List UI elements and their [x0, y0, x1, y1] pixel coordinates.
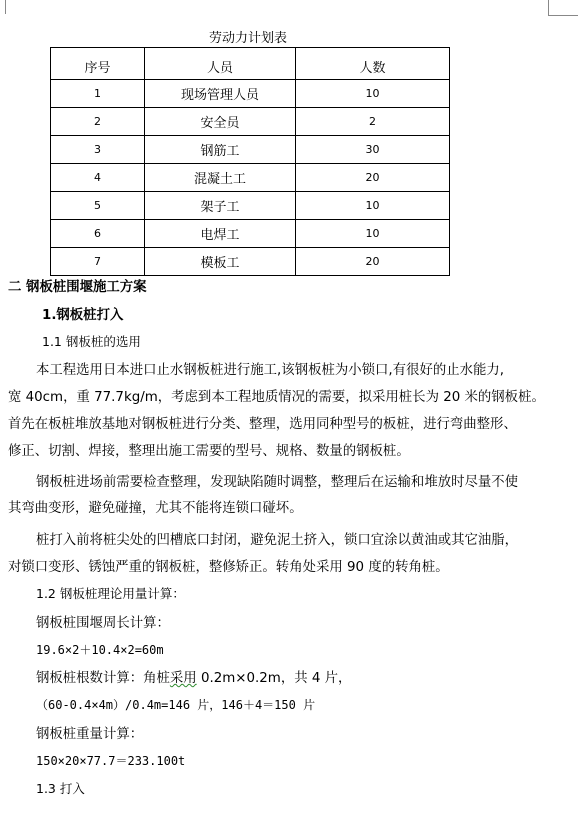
- section-heading: 二 钢板桩围堰施工方案: [8, 280, 147, 295]
- crop-mark-right-horizontal: [548, 15, 578, 16]
- calc-label-part-underlined: 采用: [169, 671, 197, 686]
- paragraph-line: 首先在板桩堆放基地对钢板桩进行分类、整理，选用同种型号的板桩，进行弯曲整形、: [8, 417, 517, 432]
- table-row: [51, 80, 450, 108]
- cell-index: 3: [51, 136, 145, 164]
- sub-subsection-heading: 1.3 打入: [36, 781, 85, 796]
- paragraph-line: 修正、切割、焊接，整理出施工需要的型号、规格、数量的钢板桩。: [8, 444, 410, 459]
- cell-count: 20: [296, 248, 450, 276]
- paragraph-line: 桩打入前将桩尖处的凹槽底口封闭，避免泥土挤入，锁口宜涂以黄油或其它油脂，: [36, 533, 519, 548]
- cell-count: 10: [296, 80, 450, 108]
- labor-plan-table: [50, 47, 450, 276]
- crop-mark-right-vertical: [548, 0, 549, 16]
- calc-label-part: 0.2m×0.2m，共 4 片，: [196, 671, 352, 686]
- table-row: [51, 136, 450, 164]
- paragraph-line: 对锁口变形、锈蚀严重的钢板桩，整修矫正。转角处采用 90 度的转角桩。: [8, 560, 449, 575]
- header-count: 人数: [296, 48, 450, 80]
- cell-personnel: 混凝土工: [145, 164, 296, 192]
- header-index: 序号: [51, 48, 145, 80]
- header-personnel: 人员: [145, 48, 296, 80]
- cell-count: 30: [296, 136, 450, 164]
- sub-subsection-heading: 1.2 钢板桩理论用量计算：: [36, 586, 185, 601]
- paragraph-line: 本工程选用日本进口止水钢板桩进行施工,该钢板桩为小锁口,有很好的止水能力,: [36, 363, 505, 378]
- cell-index: 6: [51, 220, 145, 248]
- table-header-row: [51, 48, 450, 80]
- table-title: 劳动力计划表: [208, 31, 287, 46]
- paragraph-line: 其弯曲变形，避免碰撞，尤其不能将连锁口碰坏。: [8, 501, 303, 516]
- calc-formula: 19.6×2＋10.4×2=60m: [36, 643, 164, 657]
- cell-count: 10: [296, 220, 450, 248]
- cell-personnel: 安全员: [145, 108, 296, 136]
- cell-index: 1: [51, 80, 145, 108]
- calc-formula: （60-0.4×4m）/0.4m=146 片，146＋4＝150 片: [36, 698, 316, 712]
- calc-formula: 150×20×77.7＝233.100t: [36, 754, 186, 768]
- paragraph-line: 钢板桩进场前需要检查整理，发现缺陷随时调整，整理后在运输和堆放时尽量不使: [36, 475, 519, 490]
- cell-index: 5: [51, 192, 145, 220]
- calc-label: 钢板桩围堰周长计算：: [36, 616, 170, 631]
- cell-personnel: 模板工: [145, 248, 296, 276]
- cell-count: 20: [296, 164, 450, 192]
- subsection-heading: 1.钢板桩打入: [42, 308, 124, 323]
- table-row: [51, 108, 450, 136]
- crop-mark-left: [5, 0, 6, 14]
- cell-personnel: 电焊工: [145, 220, 296, 248]
- cell-personnel: 现场管理人员: [145, 80, 296, 108]
- table-row: [51, 164, 450, 192]
- sub-subsection-heading: 1.1 钢板桩的选用: [42, 334, 141, 349]
- cell-personnel: 钢筋工: [145, 136, 296, 164]
- calc-label: [36, 667, 351, 686]
- cell-index: 2: [51, 108, 145, 136]
- table-row: [51, 192, 450, 220]
- table-row: [51, 248, 450, 276]
- cell-personnel: 架子工: [145, 192, 296, 220]
- calc-label-part: 钢板桩根数计算：角桩: [36, 671, 170, 686]
- cell-index: 7: [51, 248, 145, 276]
- paragraph-line: 宽 40cm，重 77.7kg/m，考虑到本工程地质情况的需要，拟采用桩长为 20 米的钢板桩。: [8, 390, 545, 405]
- calc-label: 钢板桩重量计算：: [36, 727, 144, 742]
- table-row: [51, 220, 450, 248]
- cell-count: 2: [296, 108, 450, 136]
- cell-count: 10: [296, 192, 450, 220]
- cell-index: 4: [51, 164, 145, 192]
